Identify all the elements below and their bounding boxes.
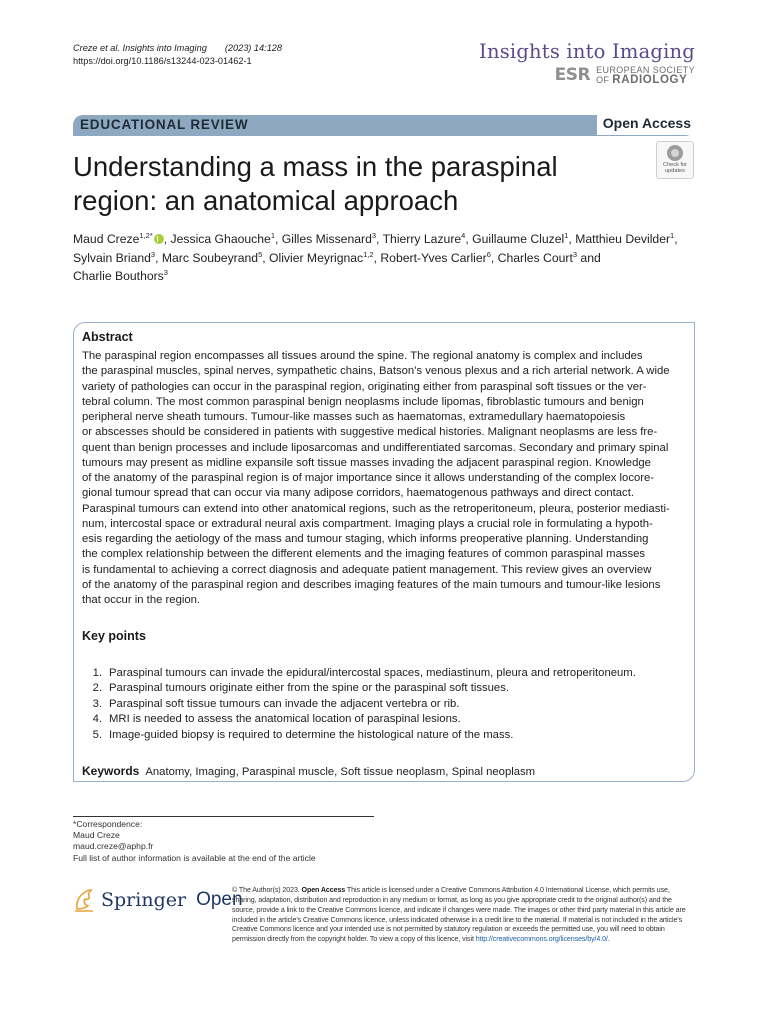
springer-horse-icon [73, 887, 95, 913]
society-line2-prefix: OF [596, 75, 610, 85]
abstract-line: tebral column. The most common paraspinal benign neoplasms include lipomas, fibroblastic tumours and benign [82, 395, 644, 408]
key-point-text: Paraspinal soft tissue tumours can invade the adjacent vertebra or rib. [109, 697, 460, 710]
key-point-text: Paraspinal tumours can invade the epidural/intercostal spaces, mediastinum, pleura and retroperitoneum. [109, 667, 636, 679]
orcid-icon[interactable] [154, 234, 164, 244]
key-point-number: 3. [92, 697, 102, 710]
author-name: Guillaume Cluzel [472, 232, 565, 246]
author-conjunction: and [580, 250, 601, 265]
footnote-author: Maud Creze [73, 830, 120, 841]
check-updates-label: Check for updates [663, 162, 687, 174]
key-point-text: Paraspinal tumours originate either from the spine or the paraspinal soft tissues. [109, 682, 509, 695]
abstract-line: the paraspinal muscles, spinal nerves, sympathetic chains, Batson’s venous plexus and a rich arterial network. A wide [82, 365, 670, 378]
society-line2-main: RADIOLOGY [612, 74, 688, 86]
key-point-item [82, 681, 688, 696]
key-point-text: Image-guided biopsy is required to determine the histological nature of the mass. [109, 728, 514, 741]
publisher-logo [73, 887, 243, 913]
key-point-number: 2. [92, 682, 102, 695]
open-access-label: Open Access [597, 114, 695, 135]
author-affiliation: 3 [163, 268, 168, 277]
key-point-number: 5. [92, 728, 102, 741]
abstract-heading: Abstract [82, 330, 133, 344]
author-name: Olivier Meyrignac [269, 250, 364, 265]
abstract-line: of the anatomy of the paraspinal region and describes imaging features of the main tumours and tumour-like lesions [82, 578, 661, 591]
author-affiliation: 1,2* [139, 231, 153, 240]
check-for-updates-button[interactable] [656, 141, 694, 179]
author-name: Jessica Ghaouche [170, 232, 271, 246]
license-open-access: Open Access [301, 886, 346, 894]
key-point-item [82, 712, 688, 727]
society-logo [479, 65, 695, 85]
publisher-suffix: Open [196, 889, 243, 910]
footnote-rule [73, 816, 374, 817]
license-text: © The Author(s) 2023. Open Access This article is licensed under a Creative Commons Attribution 4.0 International License, which permits use, sharing, adaptation, distribution and reproduction in any medium or format, as long as you give appropriate credit to the original author(s) and the source, provide a link to the Creative Commons licence, and indicate if changes were made. The images or other third party material in this article are included in the article’s Creative Commons licence, unless indicated otherwise in a credit line to the material. If material is not included in the article’s Creative Commons licence and your intended use is not permitted by statutory regulation or exceeds the permitted use, you will need to obtain permission directly from the copyright holder. To view a copy of this licence, visit http://creativecommons.org/licenses/by/4.0/. [232, 886, 686, 944]
key-point-item [82, 728, 688, 743]
footnote-affiliation-note: Full list of author information is available at the end of the article [73, 852, 316, 863]
abstract-line: esis regarding the aetiology of the mass and tumour staging, which informs preoperative planning. Understanding [82, 533, 649, 545]
author-affiliation: 5 [258, 249, 263, 259]
abstract-line: is fundamental to achieving a correct diagnosis and adequate patient management. This review gives an overview [82, 563, 652, 576]
footnote-email[interactable]: maud.creze@aphp.fr [73, 841, 154, 852]
doi-link[interactable]: https://doi.org/10.1186/s13244-023-01462-1 [73, 56, 252, 66]
author-affiliation: 3 [371, 231, 377, 240]
citation-journal: Creze et al. Insights into Imaging [73, 43, 207, 53]
key-point-number: 1. [92, 667, 102, 679]
author-name: Gilles Missenard [281, 232, 372, 246]
keywords-label: Keywords [82, 764, 140, 778]
citation-line [73, 42, 282, 55]
key-point-item [82, 666, 688, 681]
abstract-line: num, intercostal space or extradural neural axis compartment. Imaging plays a crucial role in formulating a hypoth- [82, 517, 653, 530]
author-name: Thierry Lazure [382, 232, 462, 246]
running-head [73, 42, 282, 68]
esr-logo-mark: ESR [554, 64, 591, 85]
article-type: EDUCATIONAL REVIEW [80, 117, 249, 132]
author-name: Matthieu Devilder [575, 232, 671, 246]
author-list: Maud Creze$^{1,2*}$ , Jessica Ghaouche$^1$, Gilles Missenard$^3$, Thierry Lazure$^4$, Guillaume Cluzel$^1$, Matthieu Devilder$^1$, Sylvain Briand$^3$, Marc Soubeyrand$^5$, Olivier Meyrignac$^{1,2}$, Robert-Yves Carlier$^6$, Charles Court$^3$ and Charlie Bouthors$^3$ [73, 231, 678, 283]
abstract-line: or abscesses should be considered in patients with suggestive medical histories. Malignant neoplasms are less fre- [82, 426, 658, 439]
key-point-text: MRI is needed to assess the anatomical location of paraspinal lesions. [109, 713, 461, 726]
abstract-line: the complex relationship between the different elements and the imaging features of common paraspinal masses [82, 548, 646, 561]
author-affiliation: 3 [572, 249, 578, 259]
abstract-line: The paraspinal region encompasses all tissues around the spine. The regional anatomy is complex and includes [82, 350, 643, 362]
keywords [82, 764, 535, 778]
abstract-line: that occur in the region. [82, 594, 201, 606]
author-affiliation: 1 [564, 231, 569, 240]
footnote-correspondence-label: *Correspondence: [73, 819, 143, 829]
key-points-list [82, 666, 688, 743]
author-affiliation: 3 [150, 249, 156, 259]
author-affiliation: 1 [270, 231, 275, 240]
author-affiliation: 6 [486, 249, 491, 259]
abstract-line: tumours may present as midline expansile soft tissue masses invading the adjacent paraspinal region. Knowledge [82, 456, 651, 469]
abstract-line: Paraspinal tumours can extend into other anatomical regions, such as the retroperitoneum, pleura, posterior mediasti- [82, 502, 670, 515]
author-affiliation: 1 [670, 231, 675, 240]
author-name: Maud Creze [73, 232, 140, 246]
society-line1: EUROPEAN SOCIETY [596, 65, 695, 75]
publisher-name: Springer [101, 889, 187, 911]
key-points-heading: Key points [82, 629, 146, 643]
license-link[interactable]: http://creativecommons.org/licenses/by/4.0/ [475, 935, 608, 944]
article-type-bar [73, 115, 695, 136]
abstract-line: gional tumour spread that can occur via many adipose corridors, haematogenous pathways and direct contact. [82, 487, 634, 500]
key-point-number: 4. [92, 713, 102, 726]
author-name: Sylvain Briand [73, 250, 151, 265]
author-affiliation: 1,2 [363, 249, 374, 259]
key-point-item [82, 697, 688, 712]
abstract-text [82, 349, 688, 608]
keywords-text: Anatomy, Imaging, Paraspinal muscle, Soft tissue neoplasm, Spinal neoplasm [145, 766, 536, 778]
author-name: Robert-Yves Carlier [380, 250, 487, 265]
abstract-line: of the anatomy of the paraspinal region is of major importance since it allows understanding of the complex locore- [82, 472, 655, 484]
author-affiliation: 4 [461, 231, 466, 240]
author-name: Marc Soubeyrand [161, 250, 259, 265]
check-updates-icon [667, 145, 683, 161]
citation-volume: (2023) 14:128 [224, 43, 283, 53]
society-name [596, 65, 695, 85]
abstract-line: variety of pathologies can occur in the paraspinal region, originating either from paraspinal soft tissues or the ver- [82, 380, 647, 393]
correspondence-footnote [73, 819, 316, 864]
journal-name: Insights into Imaging [479, 40, 695, 63]
abstract-box [73, 322, 695, 782]
journal-logo [479, 40, 695, 85]
author-name: Charles Court [497, 250, 573, 265]
abstract-line: peripheral nerve sheath tumours. Tumour-like masses such as haematomas, extramedullary haematopoiesis [82, 411, 626, 423]
article-title: Understanding a mass in the paraspinal region: an anatomical approach [73, 151, 558, 216]
abstract-line: quent than benign processes and include liposarcomas and undifferentiated sarcomas. Secondary and primary spinal [82, 441, 669, 454]
author-name: Charlie Bouthors [73, 269, 164, 283]
